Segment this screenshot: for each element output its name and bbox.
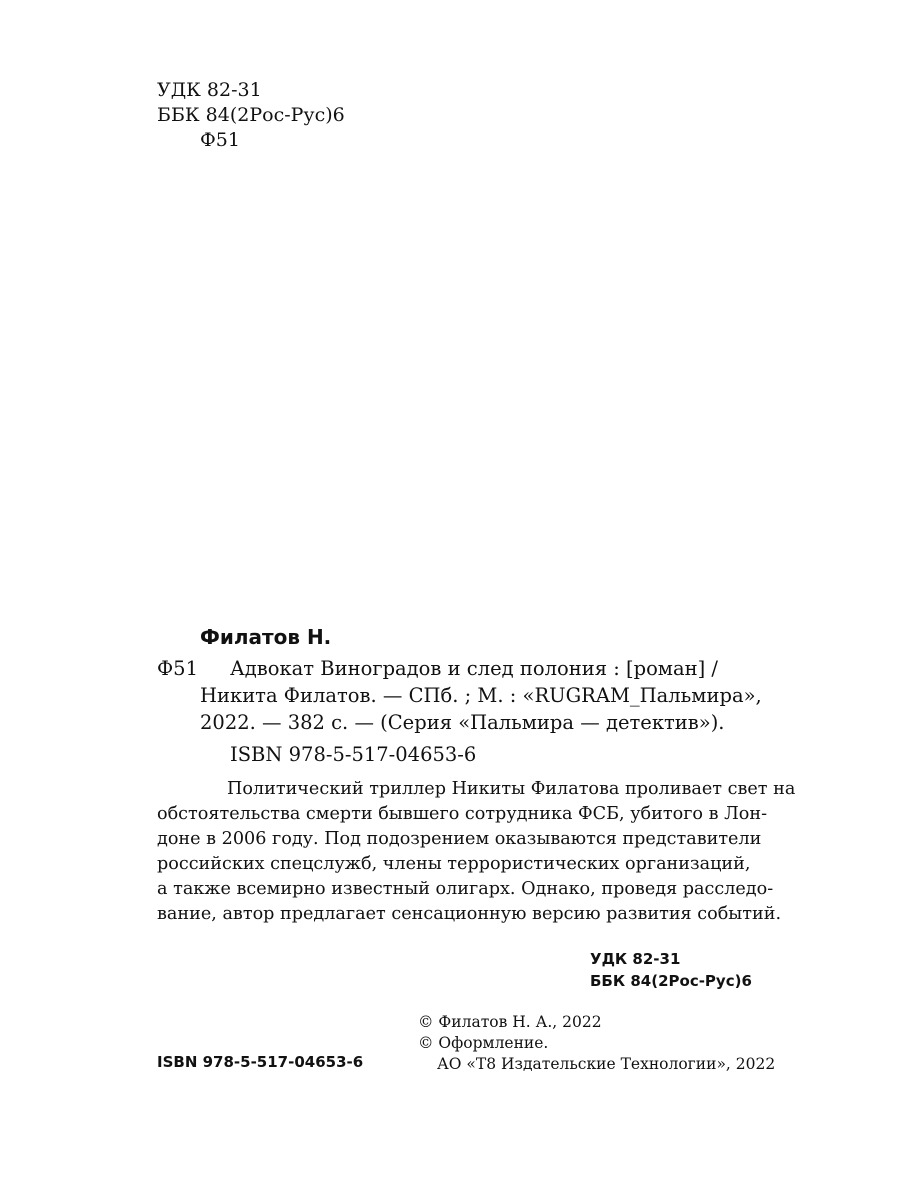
bbk-code-bottom: ББК 84(2Рос-Рус)6 — [590, 972, 752, 990]
bib-title-line-1-text: Адвокат Виноградов и след полония : [роман] / — [230, 657, 718, 680]
udk-code-top: УДК 82-31 — [157, 79, 262, 101]
copyright-design: © Оформление. — [418, 1034, 549, 1052]
annotation-line: вание, автор предлагает сенсационную версию развития событий. — [157, 904, 782, 924]
isbn-bottom: ISBN 978-5-517-04653-6 — [157, 1053, 364, 1071]
author-mark-top: Ф51 — [200, 129, 240, 151]
bib-title-line-3: 2022. — 382 с. — (Серия «Пальмира — детектив»). — [200, 711, 725, 734]
annotation-paragraph — [157, 777, 796, 927]
annotation-line: российских спецслужб, члены террористических организаций, — [157, 854, 751, 874]
author-heading: Филатов Н. — [200, 625, 332, 649]
annotation-line: Политический триллер Никиты Филатова проливает свет на — [227, 779, 796, 799]
bbk-code-top: ББК 84(2Рос-Рус)6 — [157, 104, 345, 126]
annotation-line: а также всемирно известный олигарх. Однако, проведя расследо- — [157, 879, 774, 899]
author-mark: Ф51 — [157, 657, 198, 680]
annotation-line: доне в 2006 году. Под подозрением оказываются представители — [157, 829, 762, 849]
annotation-line: обстоятельства смерти бывшего сотрудника ФСБ, убитого в Лон- — [157, 804, 768, 824]
bib-title-line-2: Никита Филатов. — СПб. ; М. : «RUGRAM_Пальмира», — [200, 684, 762, 707]
bib-title-line-1 — [230, 656, 747, 682]
copyright-publisher: АО «Т8 Издательские Технологии», 2022 — [437, 1055, 776, 1073]
isbn-record: ISBN 978-5-517-04653-6 — [230, 743, 477, 766]
copyright-author: © Филатов Н. А., 2022 — [418, 1013, 602, 1031]
udk-code-bottom: УДК 82-31 — [590, 950, 681, 968]
